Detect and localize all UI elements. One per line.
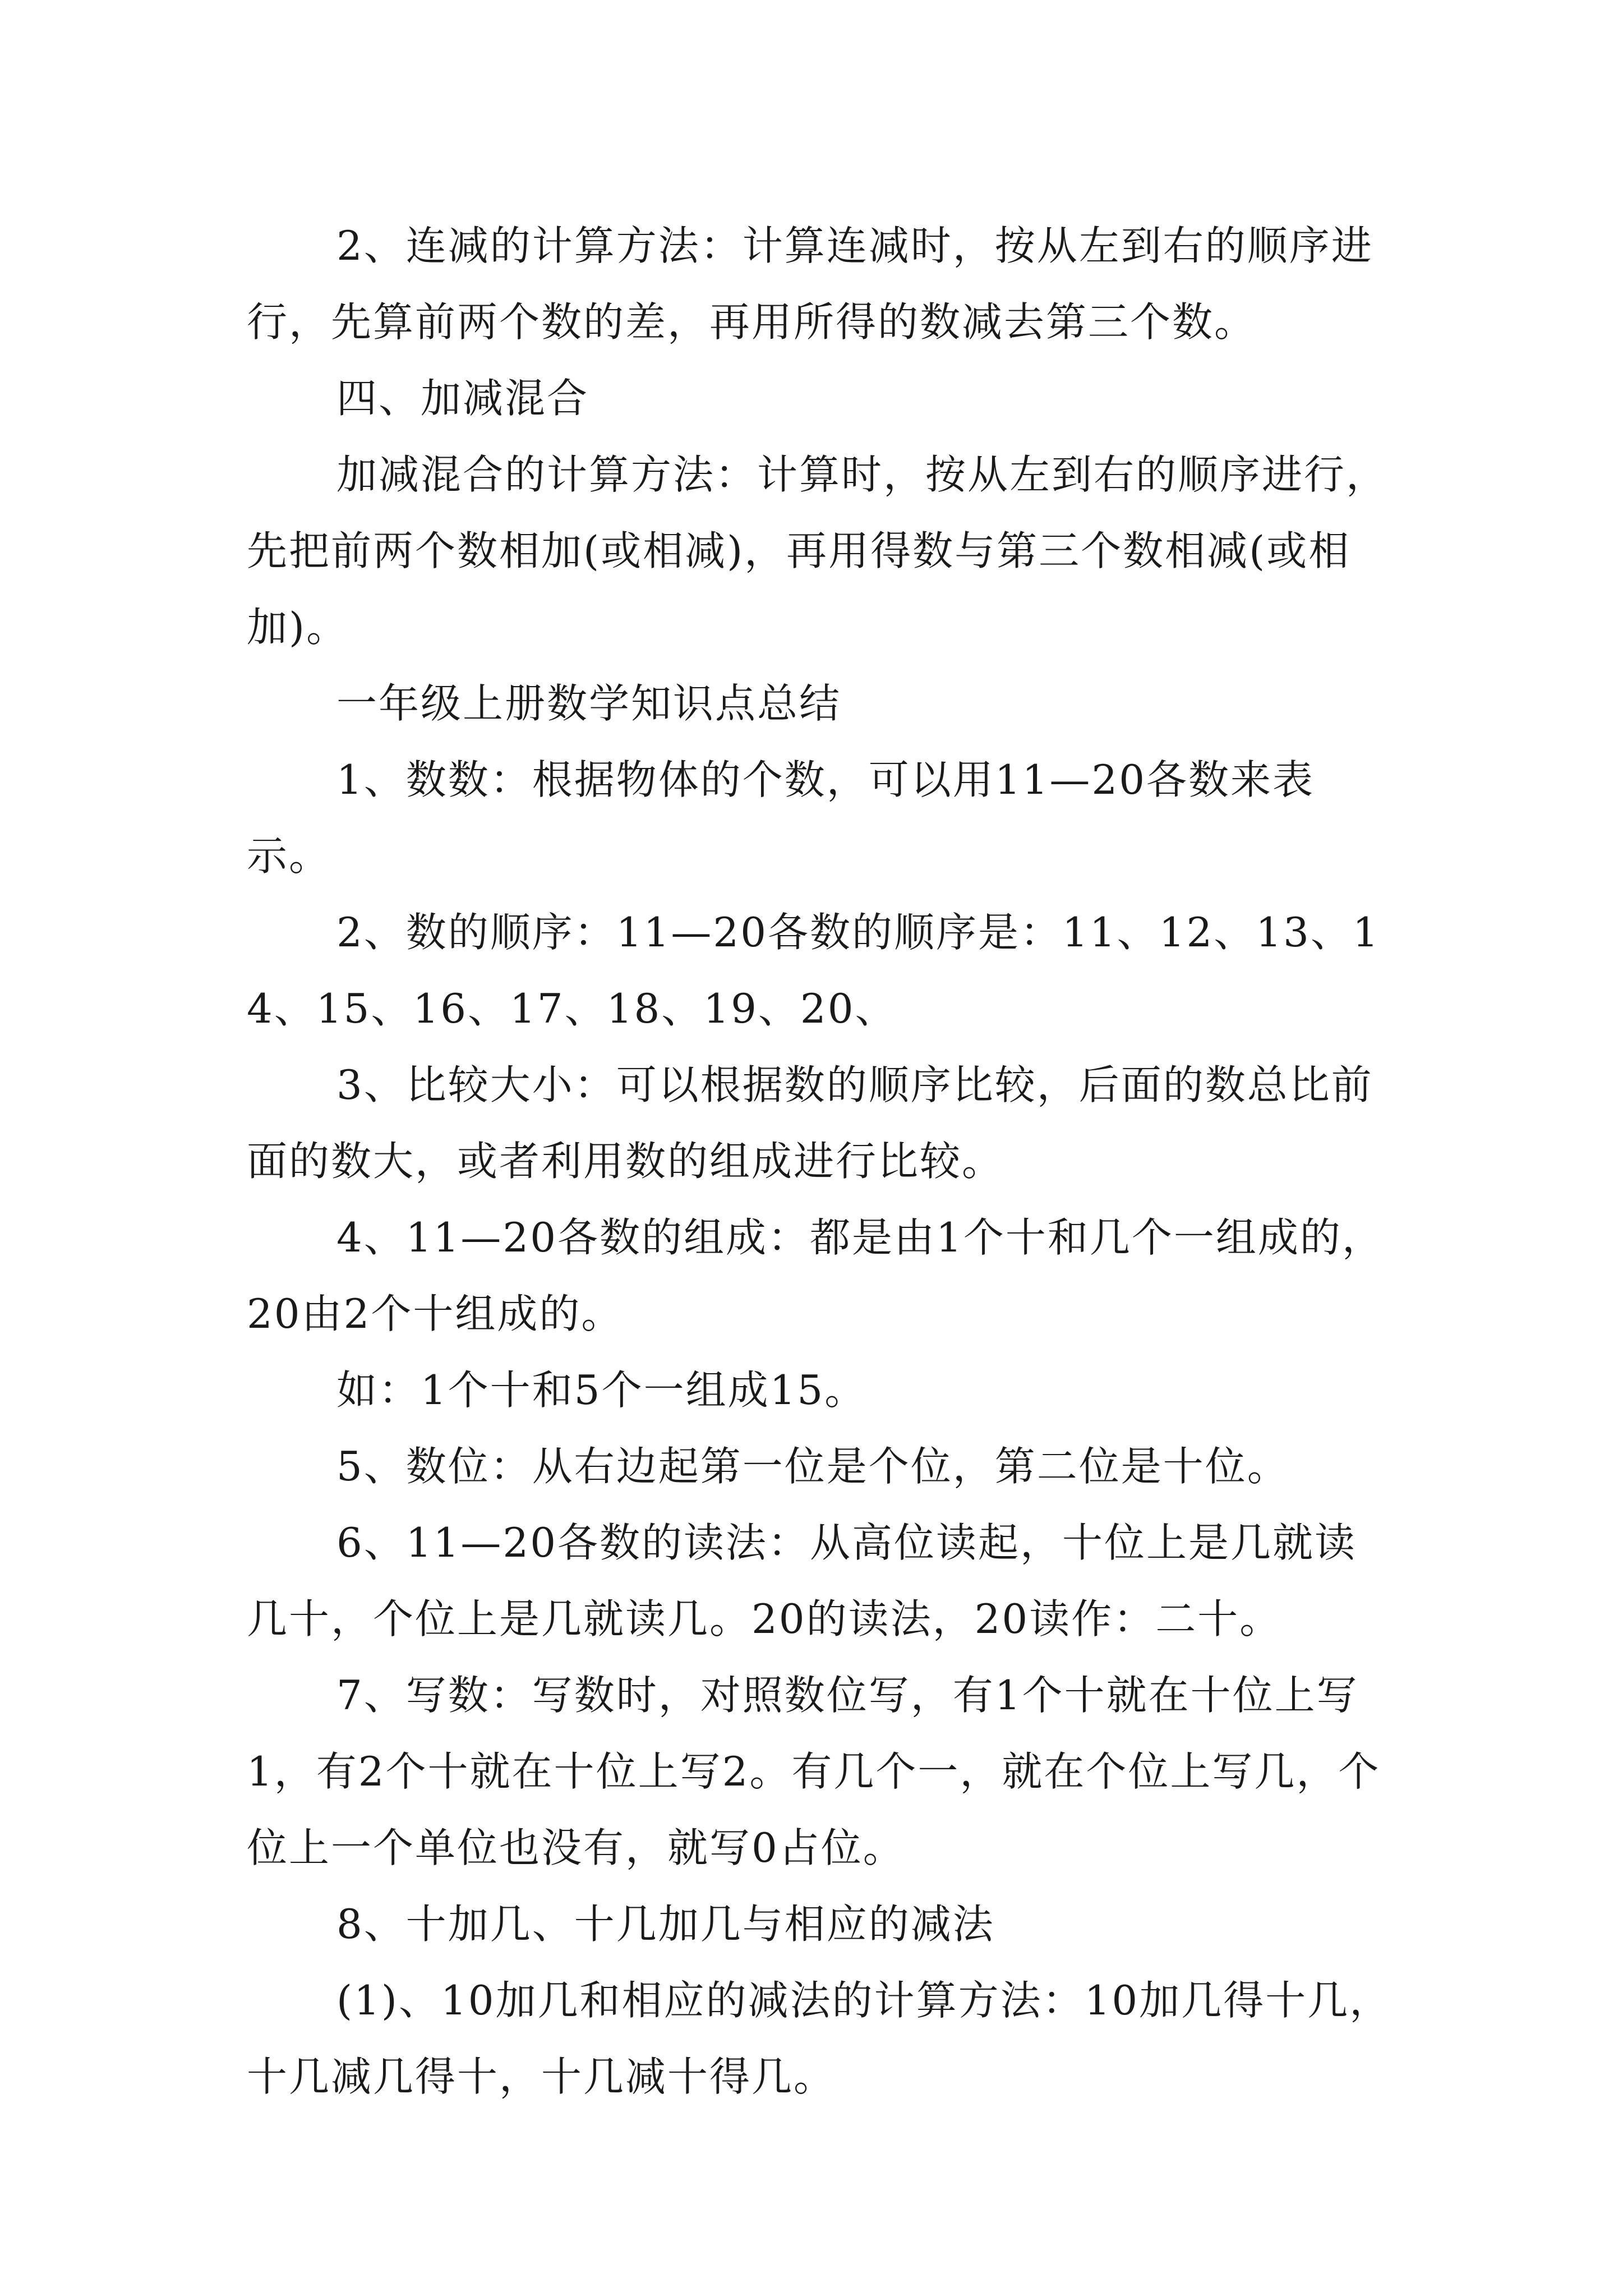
paragraph-subtraction-method: 2、连减的计算方法：计算连减时，按从左到右的顺序进行，先算前两个数的差，再用所得的数减去第三个数。 xyxy=(247,222,1373,346)
paragraph-example: 如：1个十和5个一组成15。 xyxy=(336,1366,867,1414)
section-heading-mixed: 四、加减混合 xyxy=(336,375,589,422)
paragraph-mixed-method: 加减混合的计算方法：计算时，按从左到右的顺序进行，先把前两个数相加(或相减)，再用得数与第三个数相减(或相加)。 xyxy=(247,451,1389,651)
paragraph-reading: 6、11—20各数的读法：从高位读起，十位上是几就读几十，个位上是几就读几。20的读法，20读作：二十。 xyxy=(247,1519,1357,1642)
paragraph-number-order: 2、数的顺序：11—20各数的顺序是：11、12、13、14、15、16、17、18、19、20、 xyxy=(247,909,1380,1032)
paragraph-ten-plus: 8、十加几、十几加几与相应的减法 xyxy=(336,1901,995,1948)
section-heading-summary: 一年级上册数学知识点总结 xyxy=(336,680,842,727)
paragraph-place-value: 5、数位：从右边起第一位是个位，第二位是十位。 xyxy=(336,1443,1289,1490)
paragraph-compare-size: 3、比较大小：可以根据数的顺序比较，后面的数总比前面的数大，或者利用数的组成进行比较。 xyxy=(247,1061,1373,1185)
paragraph-ten-plus-method: (1)、10加几和相应的减法的计算方法：10加几得十几，十几减几得十，十几减十得几。 xyxy=(247,1977,1392,2100)
paragraph-counting: 1、数数：根据物体的个数，可以用11—20各数来表示。 xyxy=(247,756,1315,880)
paragraph-writing: 7、写数：写数时，对照数位写，有1个十就在十位上写1，有2个十就在十位上写2。有几个一，就在个位上写几，个位上一个单位也没有，就写0占位。 xyxy=(247,1672,1381,1871)
document-body xyxy=(247,208,1396,2115)
paragraph-composition: 4、11—20各数的组成：都是由1个十和几个一组成的，20由2个十组成的。 xyxy=(247,1214,1384,1337)
